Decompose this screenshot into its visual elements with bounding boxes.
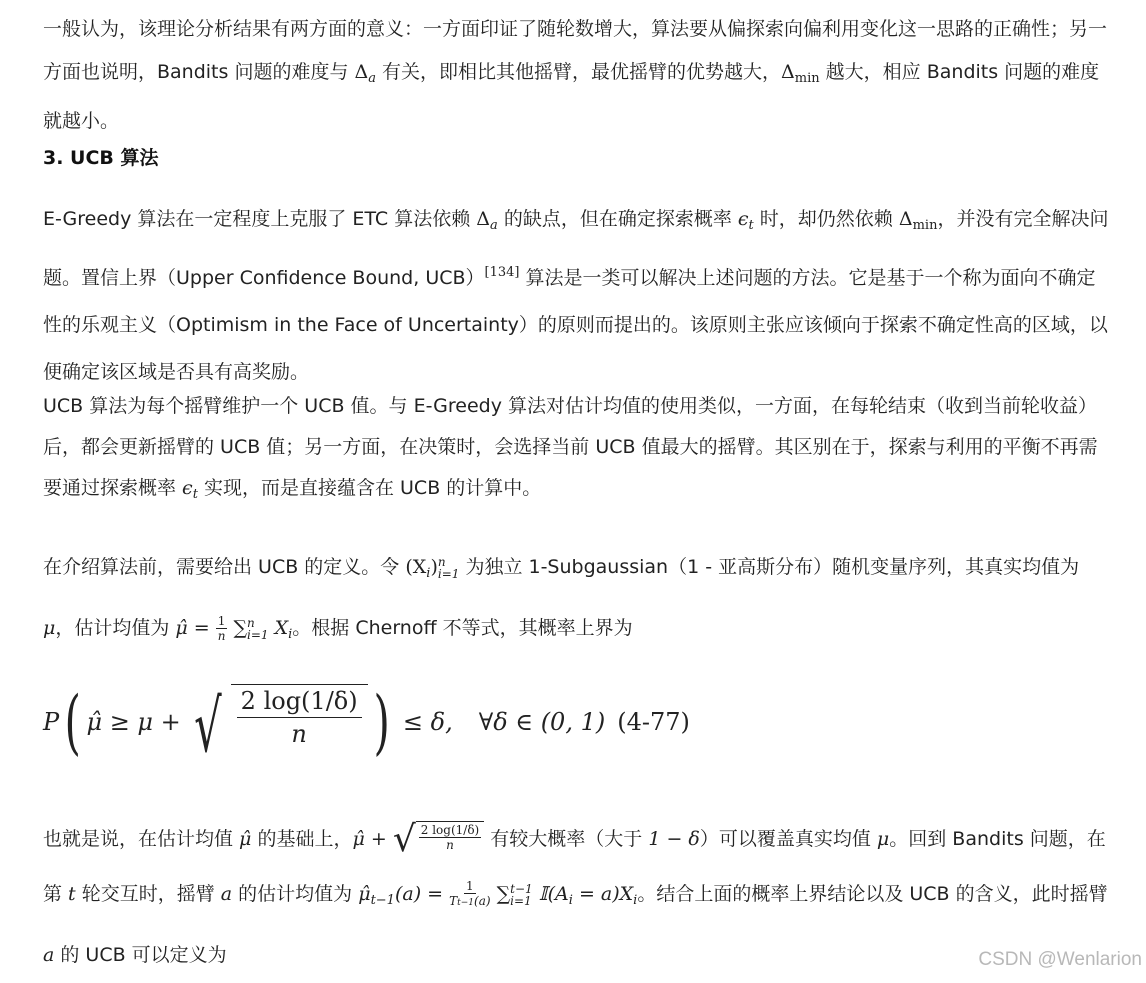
math-subscript: i=1 [437, 566, 460, 581]
fraction-denominator [449, 894, 490, 910]
fraction-numerator: 1 [217, 614, 226, 628]
math-subscript: i [633, 893, 638, 908]
math-delta: Δ [898, 208, 913, 230]
fraction-numerator: 2 log(1/δ) [237, 687, 362, 718]
math-fraction [416, 821, 484, 852]
math-x: X [268, 617, 289, 639]
math-subscript: i [288, 627, 293, 642]
equation-4-77 [43, 676, 690, 768]
math-subscript: a [368, 71, 376, 86]
text-segment: 越大，相应 Bandits 问题的难度就越小。 [43, 61, 1100, 132]
math-sequence: (X [405, 556, 427, 578]
text-segment: 有较大概率（大于 [484, 828, 649, 850]
fraction-numerator: 2 log(1/δ) [420, 823, 480, 837]
math-argument: (a) = [394, 883, 450, 905]
math-T: T [449, 894, 458, 908]
math-limits [247, 617, 269, 641]
text-segment: 的估计均值为 [232, 883, 359, 905]
text-segment: 有关，即相比其他摇臂，最优摇臂的优势越大， [376, 61, 782, 83]
text-segment: 的 UCB 可以定义为 [54, 944, 227, 966]
math-subscript: t [192, 487, 198, 502]
math-radical-sign: √ [392, 819, 416, 860]
paragraph-significance [43, 8, 1113, 143]
math-one-minus-delta: 1 − δ [648, 828, 700, 850]
math-radical-sign: √ [193, 683, 222, 768]
math-muhat: μ̂ = [175, 617, 216, 639]
text-segment: E-Greedy 算法在一定程度上克服了 ETC 算法依赖 [43, 208, 477, 230]
math-subscript: i=1 [247, 627, 269, 642]
math-epsilon: ϵ [737, 208, 749, 230]
text-segment: 也就是说，在估计均值 [43, 828, 240, 850]
math-limits [438, 556, 460, 580]
fraction-denominator: n [217, 629, 226, 643]
math-superscript: n [437, 554, 446, 569]
math-subscript: i [426, 566, 431, 581]
math-paren: ) [430, 556, 438, 578]
math-sum: ∑ [490, 883, 511, 905]
math-forall: ∀δ ∈ (0, 1) [478, 708, 606, 736]
math-superscript: n [247, 615, 255, 630]
math-rhs: ≤ δ, [402, 708, 453, 736]
math-fraction [216, 614, 228, 643]
math-indicator: 𝕀(A [532, 883, 569, 905]
math-right-paren: ) [373, 681, 390, 763]
math-epsilon: ϵ [182, 477, 193, 499]
math-fraction [449, 879, 490, 910]
text-segment: 的基础上， [251, 828, 353, 850]
math-subscript: min [912, 218, 938, 233]
math-sqrt [185, 683, 368, 768]
math-a: a [220, 883, 233, 905]
math-fraction [237, 687, 362, 748]
math-subscript: t−1 [457, 898, 475, 908]
math-inner-expression: μ̂ ≥ μ + [86, 708, 181, 736]
text-segment: 轮交互时，摇臂 [75, 883, 221, 905]
text-segment: 。结合上面的概率上界结论以及 UCB 的含义，此时摇臂 [637, 883, 1108, 905]
math-superscript: t−1 [510, 881, 533, 896]
equation-label: (4-77) [617, 708, 690, 736]
watermark: CSDN @Wenlarion [978, 949, 1142, 970]
math-subscript: i=1 [510, 893, 532, 908]
math-muhat: μ̂ [358, 883, 371, 905]
math-delta: Δ [354, 61, 369, 83]
math-mu: μ [876, 828, 890, 850]
section-heading: 3. UCB 算法 [43, 147, 159, 169]
text-segment: ，并没有完全解决问题。置信上界（Upper Confidence Bound, UCB） [43, 208, 1109, 289]
paragraph-ucb-intro [43, 196, 1113, 396]
text-segment: 一般认为，该理论分析结果有两方面的意义：一方面印证了随轮数增大，算法要从偏探索向偏利用变化这一思路的正确性；另一方面也说明，Bandits 问题的难度与 [43, 18, 1108, 83]
text-segment: 算法是一类可以解决上述问题的方法。它是基于一个称为面向不确定性的乐观主义（Optimism in the Face of Uncertainty）的原则而提出的。该原则主张应该倾向于探索不确定性高的区域，以便确定该区域是否具有高奖励。 [43, 267, 1108, 383]
math-argument: (a) [474, 894, 491, 908]
math-subscript: a [490, 218, 498, 233]
math-subscript: i [568, 893, 573, 908]
math-muhat: μ̂ [239, 828, 252, 850]
text-segment: 。根据 Chernoff 不等式，其概率上界为 [292, 617, 633, 639]
math-sqrt [393, 821, 484, 858]
math-sum: ∑ [227, 617, 248, 639]
math-a: a [43, 944, 55, 966]
math-t: t [68, 883, 76, 905]
text-segment: ）可以覆盖真实均值 [699, 828, 877, 850]
math-expression: = a)X [572, 883, 634, 905]
math-subscript: t [748, 218, 754, 233]
fraction-numerator: 1 [466, 879, 474, 893]
math-expression: μ̂ + [352, 828, 393, 850]
text-segment: 时，却仍然依赖 [753, 208, 899, 230]
fraction-denominator: n [446, 838, 454, 852]
math-limits [510, 883, 533, 907]
math-delta: Δ [476, 208, 491, 230]
text-segment: ，估计均值为 [55, 617, 176, 639]
math-delta: Δ [781, 61, 795, 83]
fraction-denominator: n [291, 720, 307, 748]
math-subscript: min [794, 71, 820, 86]
text-segment: 。回到 Bandits 问题，在第 [43, 828, 1106, 905]
paragraph-ucb-arm [43, 812, 1113, 983]
math-left-paren: ( [64, 681, 82, 763]
text-segment: 为独立 1-Subgaussian（1 - 亚高斯分布）随机变量序列，其真实均值为 [459, 556, 1080, 578]
math-probability: P [43, 708, 60, 736]
text-segment: 实现，而是直接蕴含在 UCB 的计算中。 [197, 477, 542, 499]
text-segment: 在介绍算法前，需要给出 UCB 的定义。令 [43, 556, 406, 578]
math-mu: μ [43, 617, 56, 639]
math-sqrt-body [231, 684, 368, 748]
math-subscript: t−1 [370, 893, 395, 908]
text-segment: UCB 算法为每个摇臂维护一个 UCB 值。与 E-Greedy 算法对估计均值的使用类似，一方面，在每轮结束（收到当前轮收益）后，都会更新摇臂的 UCB 值；另一方面，在决策时，会选择当前 UCB 值最大的摇臂。其区别在于，探索与利用的平衡不再需要通过探索概率 [43, 395, 1098, 499]
paragraph-ucb-value [43, 386, 1113, 515]
text-segment: 的缺点，但在确定探索概率 [497, 208, 738, 230]
paragraph-ucb-definition [43, 540, 1113, 662]
citation-reference: [134] [484, 265, 520, 280]
